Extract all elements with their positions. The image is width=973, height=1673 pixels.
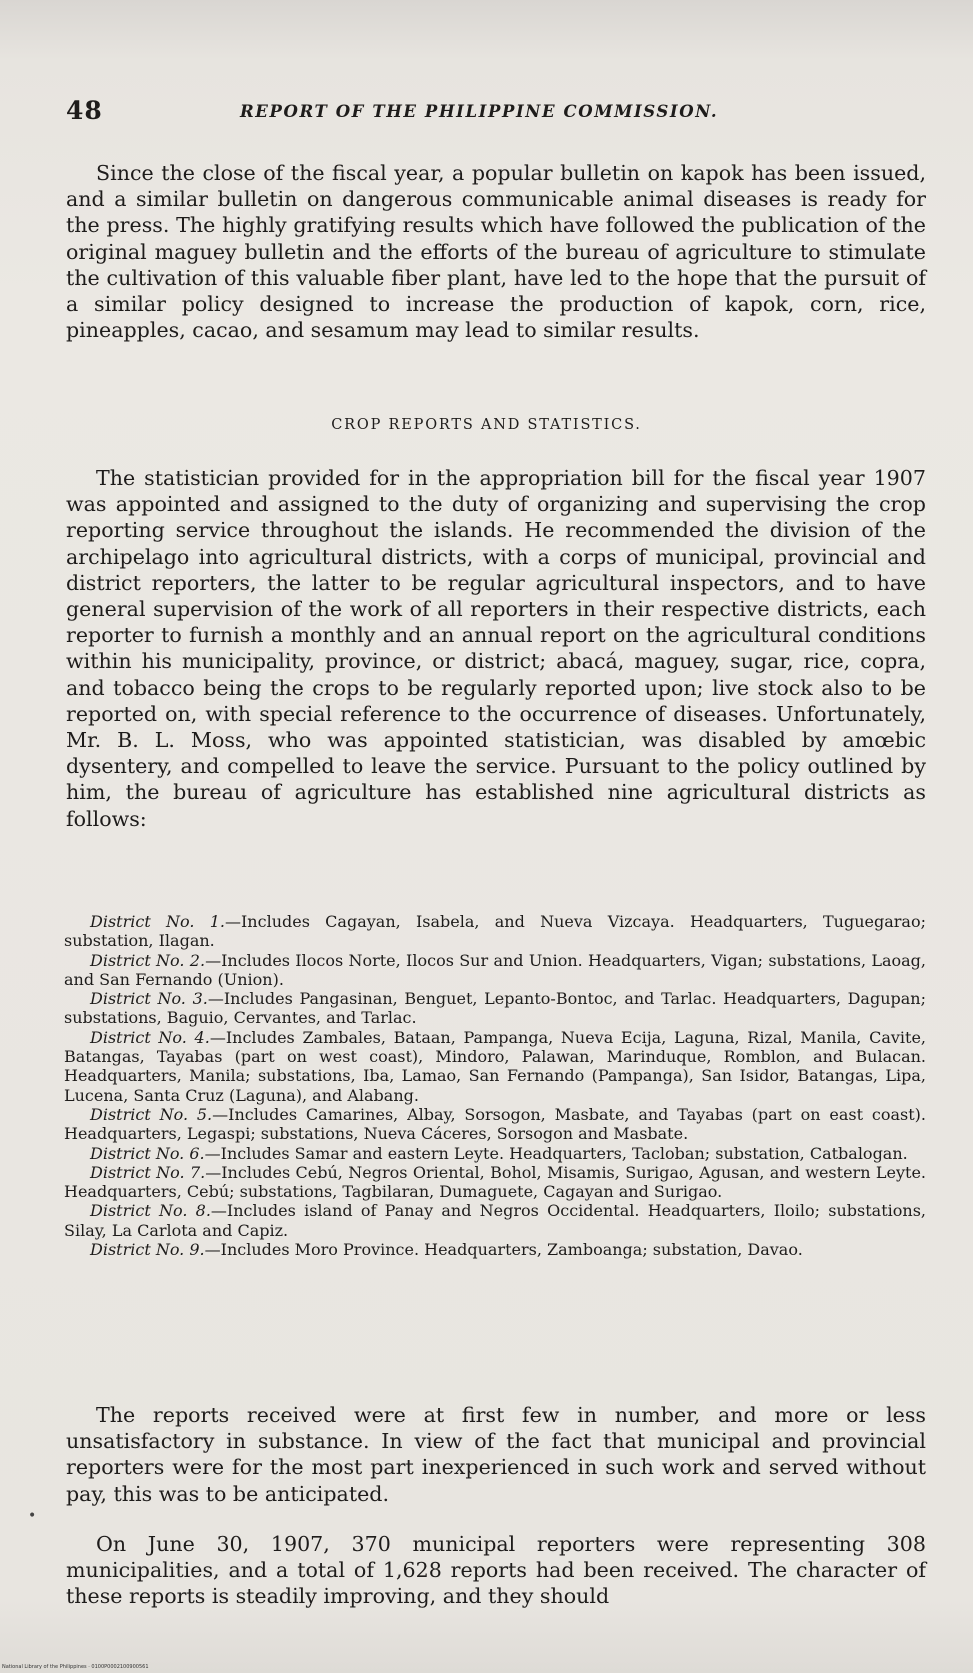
district-text: —Includes Moro Province. Headquarters, Zamboanga; substation, Davao.	[204, 1240, 803, 1260]
district-text: —Includes island of Panay and Negros Occidental. Headquarters, Iloilo; substations, Silay, La Carlota and Capiz.	[64, 1201, 926, 1240]
paragraph-kapok-bulletin: Since the close of the fiscal year, a popular bulletin on kapok has been issued, and a similar bulletin on dangerous communicable animal diseases is ready for the press. The highly gratifying results which have followed the publication of the original maguey bulletin and the efforts of the bureau of agriculture to stimulate the cultivation of this valuable fiber plant, have led to the hope that the pursuit of a similar policy designed to increase the production of kapok, corn, rice, pineapples, cacao, and sesamum may lead to similar results.	[66, 161, 926, 343]
district-item	[64, 1105, 926, 1144]
district-text: —Includes Cagayan, Isabela, and Nueva Vizcaya. Headquarters, Tuguegarao; substation, Ilagan.	[64, 912, 926, 951]
paragraph-reports-received: The reports received were at first few in number, and more or less unsatisfactory in substance. In view of the fact that municipal and provincial reporters were for the most part inexperienced in such work and served without pay, this was to be anticipated.	[66, 1403, 926, 1506]
scan-footer-note: National Library of the Philippines · 0100P0002100900561	[2, 1664, 149, 1670]
page-header	[66, 96, 926, 126]
district-text: —Includes Camarines, Albay, Sorsogon, Masbate, and Tayabas (part on east coast). Headquarters, Legaspi; substations, Nueva Cáceres, Sorsogon and Masbate.	[64, 1104, 926, 1144]
district-text: —Includes Pangasinan, Benguet, Lepanto-Bontoc, and Tarlac. Headquarters, Dagupan; substations, Baguio, Cervantes, and Tarlac.	[64, 989, 926, 1028]
district-item	[64, 912, 926, 951]
paragraph-statistician: The statistician provided for in the appropriation bill for the fiscal year 1907 was appointed and assigned to the duty of organizing and supervising the crop reporting service throughout the islands. He recommended the division of the archipelago into agricultural districts, with a corps of municipal, provincial and district reporters, the latter to be regular agricultural inspectors, and to have general supervision of the work of all reporters in their respective districts, each reporter to furnish a monthly and an annual report on the agricultural conditions within his municipality, province, or district; abacá, maguey, sugar, rice, copra, and tobacco being the crops to be regularly reported upon; live stock also to be reported on, with special reference to the occurrence of diseases. Unfortunately, Mr. B. L. Moss, who was appointed statistician, was disabled by amœbic dysentery, and compelled to leave the service. Pursuant to the policy outlined by him, the bureau of agriculture has established nine agricultural districts as follows:	[66, 466, 926, 831]
district-item	[64, 989, 926, 1028]
section-title: CROP REPORTS AND STATISTICS.	[331, 417, 642, 433]
district-label: District No. 8.	[90, 1201, 211, 1221]
district-label: District No. 4.	[90, 1027, 210, 1047]
running-head: REPORT OF THE PHILIPPINE COMMISSION.	[240, 102, 719, 121]
district-label: District No. 2.	[90, 950, 206, 970]
margin-mark: •	[28, 1508, 37, 1524]
district-label: District No. 7.	[90, 1162, 206, 1182]
district-label: District No. 9.	[90, 1240, 205, 1260]
district-list	[64, 912, 926, 1259]
district-label: District No. 3.	[90, 989, 208, 1009]
district-item	[64, 1240, 926, 1259]
district-label: District No. 1.	[90, 912, 225, 931]
district-label: District No. 5.	[90, 1104, 213, 1124]
district-label: District No. 6.	[90, 1143, 205, 1163]
district-text: —Includes Cebú, Negros Oriental, Bohol, Misamis, Surigao, Agusan, and western Leyte. Headquarters, Cebú; substations, Tagbilaran, Dumaguete, Cagayan and Surigao.	[64, 1162, 927, 1202]
district-item	[64, 1163, 926, 1202]
district-text: —Includes Ilocos Norte, Ilocos Sur and Union. Headquarters, Vigan; substations, Laoag, and San Fernando (Union).	[64, 950, 927, 989]
page-number: 48	[66, 96, 103, 125]
district-item	[64, 1144, 926, 1163]
district-item	[64, 1201, 926, 1240]
district-text: —Includes Samar and eastern Leyte. Headquarters, Tacloban; substation, Catbalogan.	[204, 1143, 908, 1163]
district-item	[64, 951, 926, 990]
district-item	[64, 1028, 926, 1105]
district-text: —Includes Zambales, Bataan, Pampanga, Nueva Ecija, Laguna, Rizal, Manila, Cavite, Batangas, Tayabas (part on west coast), Mindoro, Palawan, Marinduque, Romblon, and Bulacan. Headquarters, Manila; substations, Iba, Lamao, San Fernando (Pampanga), San Isidor, Batangas, Lipa, Lucena, Santa Cruz (Laguna), and Alabang.	[64, 1027, 927, 1105]
paragraph-june-30: On June 30, 1907, 370 municipal reporters were representing 308 municipalities, and a total of 1,628 reports had been received. The character of these reports is steadily improving, and they should	[66, 1532, 926, 1609]
